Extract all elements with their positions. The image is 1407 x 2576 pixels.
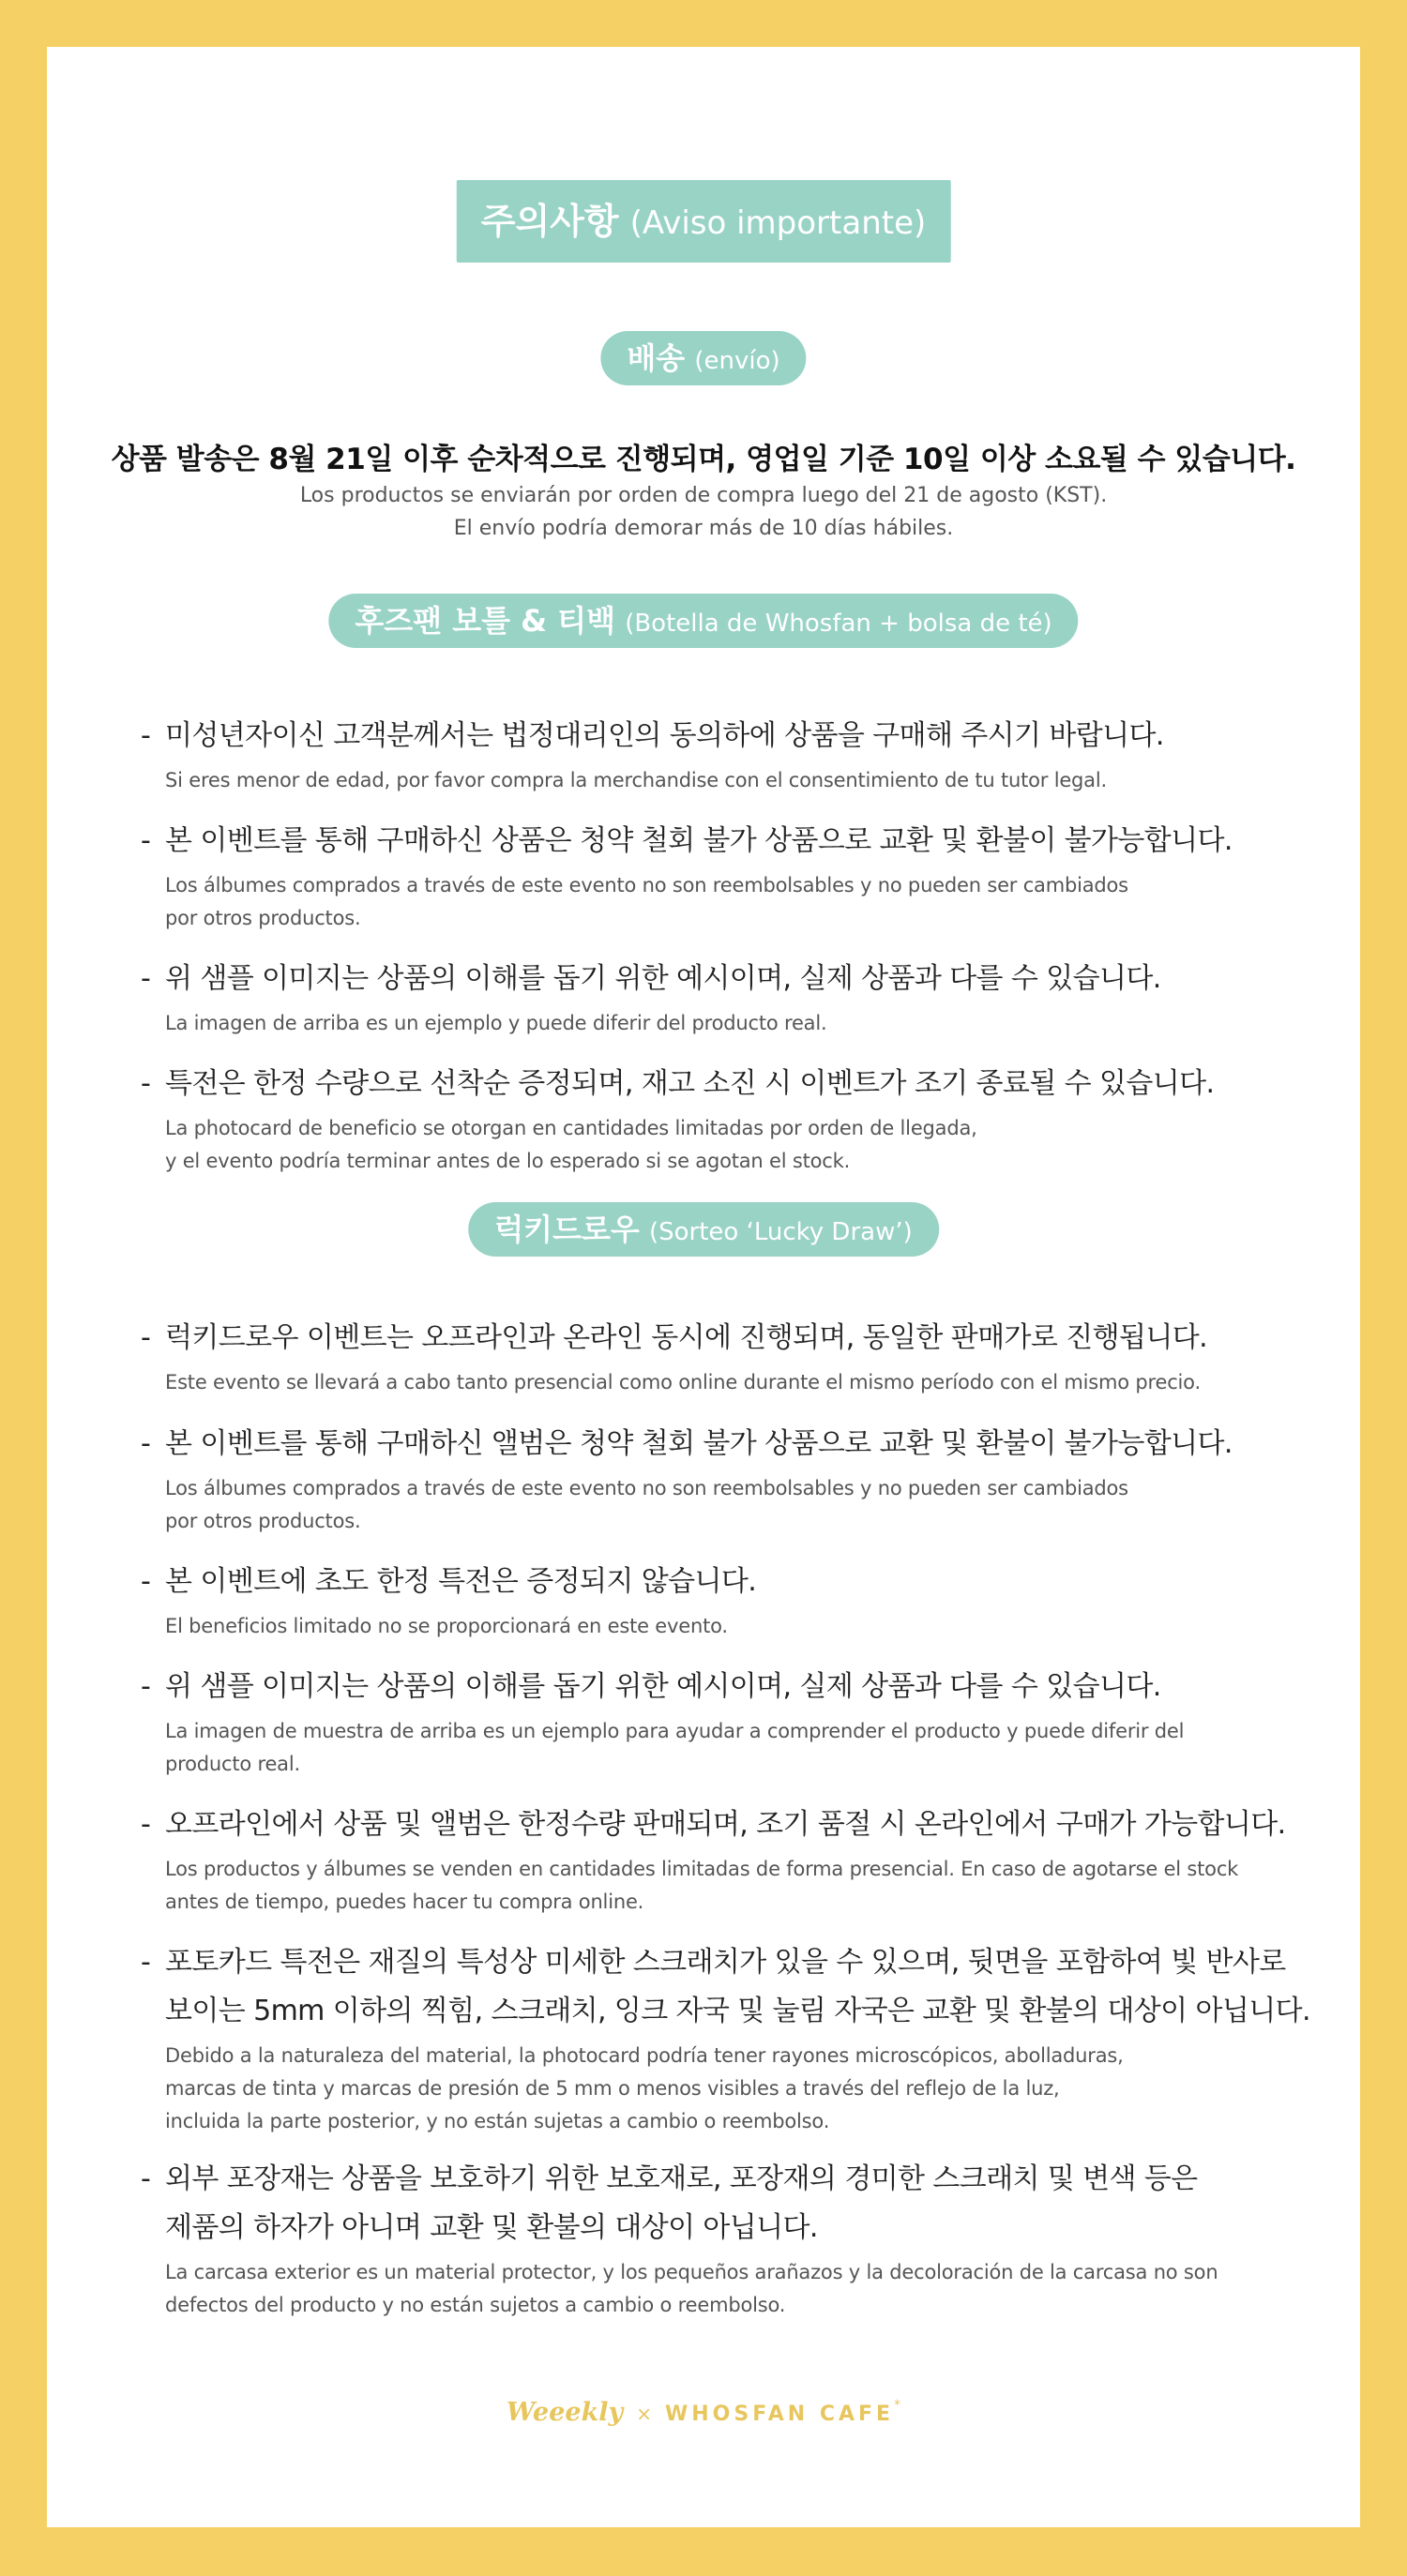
notice-item-es-line: La carcasa exterior es un material protector, y los pequeños arañazos y la decoloración de la carcasa no son — [165, 2261, 1218, 2283]
notice-item-es — [141, 1715, 1313, 1781]
notice-item-es: Si eres menor de edad, por favor compra la merchandise con el consentimiento de tu tutor legal. — [165, 769, 1107, 791]
notice-item-ko: - 오프라인에서 상품 및 앨범은 한정수량 판매되며, 조기 품절 시 온라인에서 구매가 가능합니다. — [141, 1800, 1313, 1849]
notice-item — [141, 1938, 1313, 2138]
bottle-title-es: (Botella de Whosfan + bolsa de té) — [625, 610, 1052, 638]
shipping-title-ko: 배송 — [627, 340, 686, 376]
notice-item — [141, 712, 1313, 797]
notice-item-es — [141, 1112, 1313, 1178]
notice-item-ko-line: 보이는 5mm 이하의 찍힘, 스크래치, 잉크 자국 및 눌림 자국은 교환 및 환불의 대상이 아닙니다. — [165, 1995, 1310, 2027]
notice-card — [47, 47, 1360, 2527]
notice-item — [141, 1060, 1313, 1178]
lucky-draw-section-title — [468, 1202, 939, 1257]
notice-item — [141, 2155, 1313, 2322]
notice-item — [141, 1663, 1313, 1781]
shipping-section-title — [600, 331, 806, 385]
notice-item-es — [141, 2040, 1313, 2138]
notice-item-es-line: Los álbumes comprados a través de este evento no son reembolsables y no pueden ser cambiados — [165, 1477, 1128, 1499]
notice-item-es-line: producto real. — [165, 1753, 300, 1775]
bottle-section-title — [328, 594, 1078, 648]
notice-item-ko-line: 제품의 하자가 아니며 교환 및 환불의 대상이 아닙니다. — [165, 2211, 818, 2244]
weeekly-logo: Weeekly — [506, 2398, 624, 2427]
page-title — [457, 180, 951, 263]
notice-item-es — [141, 1472, 1313, 1538]
notice-item-es-line: marcas de tinta y marcas de presión de 5 mm o menos visibles a través del reflejo de la luz, — [165, 2077, 1060, 2100]
notice-item-ko: - 위 샘플 이미지는 상품의 이해를 돕기 위한 예시이며, 실제 상품과 다를 수 있습니다. — [141, 1663, 1313, 1711]
notice-item-es-line: incluida la parte posterior, y no están sujetas a cambio o reembolso. — [165, 2110, 830, 2132]
notice-item-ko-line: - 포토카드 특전은 재질의 특성상 미세한 스크래치가 있을 수 있으며, 뒷면을 포함하여 빛 반사로 — [165, 1946, 1286, 1979]
notice-item-es: Este evento se llevará a cabo tanto presencial como online durante el mismo período con el mismo precio. — [165, 1371, 1201, 1393]
whosfan-cafe-logo: WHOSFAN CAFE — [665, 2403, 895, 2426]
page-title-ko: 주의사항 — [480, 201, 619, 242]
notice-item-ko-line: - 외부 포장재는 상품을 보호하기 위한 보호재로, 포장재의 경미한 스크래치 및 변색 등은 — [165, 2162, 1198, 2195]
notice-item-es-line: por otros productos. — [165, 907, 361, 929]
notice-item-ko — [141, 1938, 1313, 2036]
notice-item-es-line: Los álbumes comprados a través de este evento no son reembolsables y no pueden ser cambiados — [165, 874, 1128, 896]
notice-item-ko: - 본 이벤트에 초도 한정 특전은 증정되지 않습니다. — [141, 1558, 1313, 1606]
collab-times: × — [636, 2403, 652, 2425]
page-title-es: (Aviso importante) — [629, 204, 927, 242]
notice-item-ko: - 본 이벤트를 통해 구매하신 앨범은 청약 철회 불가 상품으로 교환 및 환불이 불가능합니다. — [141, 1420, 1313, 1469]
lucky-title-es: (Sorteo ‘Lucky Draw’) — [648, 1218, 913, 1246]
notice-item-es-line: Debido a la naturaleza del material, la photocard podría tener rayones microscópicos, abolladuras, — [165, 2044, 1124, 2067]
notice-item — [141, 817, 1313, 935]
notice-item-es-line: La photocard de beneficio se otorgan en cantidades limitadas por orden de llegada, — [165, 1117, 977, 1139]
notice-item-es-line: La imagen de muestra de arriba es un ejemplo para ayudar a comprender el producto y puede diferir del — [165, 1720, 1185, 1742]
shipping-notice-es-line: El envío podría demorar más de 10 días hábiles. — [453, 517, 954, 540]
notice-item-es — [141, 2256, 1313, 2322]
notice-item-ko: - 본 이벤트를 통해 구매하신 상품은 청약 철회 불가 상품으로 교환 및 환불이 불가능합니다. — [141, 817, 1313, 866]
star-icon: * — [894, 2398, 901, 2413]
footer-logos — [47, 2398, 1360, 2427]
shipping-notice-ko: 상품 발송은 8월 21일 이후 순차적으로 진행되며, 영업일 기준 10일 이상 소요될 수 있습니다. — [111, 443, 1296, 476]
notice-item-es-line: antes de tiempo, puedes hacer tu compra online. — [165, 1891, 644, 1913]
notice-item-es — [141, 869, 1313, 935]
notice-item-ko: - 특전은 한정 수량으로 선착순 증정되며, 재고 소진 시 이벤트가 조기 종료될 수 있습니다. — [141, 1060, 1313, 1108]
notice-item-es-line: por otros productos. — [165, 1510, 361, 1532]
lucky-title-ko: 럭키드로우 — [494, 1212, 640, 1247]
notice-item-es-line: defectos del producto y no están sujetos a cambio o reembolso. — [165, 2294, 786, 2316]
notice-item-es-line: Los productos y álbumes se venden en cantidades limitadas de forma presencial. En caso de agotarse el stock — [165, 1858, 1239, 1880]
notice-item-es — [141, 1853, 1313, 1919]
notice-item — [141, 1800, 1313, 1919]
notice-item-ko: - 럭키드로우 이벤트는 오프라인과 온라인 동시에 진행되며, 동일한 판매가로 진행됩니다. — [141, 1314, 1313, 1363]
bottle-title-ko: 후즈팬 보틀 & 티백 — [355, 603, 616, 639]
notice-item-ko — [141, 2155, 1313, 2252]
notice-item-es: El beneficios limitado no se proporcionará en este evento. — [165, 1615, 728, 1637]
shipping-title-es: (envío) — [694, 347, 780, 375]
notice-item-es-line: y el evento podría terminar antes de lo esperado si se agotan el stock. — [165, 1150, 851, 1172]
notice-item-ko: - 미성년자이신 고객분께서는 법정대리인의 동의하에 상품을 구매해 주시기 바랍니다. — [141, 712, 1313, 761]
notice-item-es: La imagen de arriba es un ejemplo y puede diferir del producto real. — [165, 1012, 827, 1034]
notice-item-ko: - 위 샘플 이미지는 상품의 이해를 돕기 위한 예시이며, 실제 상품과 다를 수 있습니다. — [141, 955, 1313, 1003]
notice-item — [141, 955, 1313, 1040]
notice-item — [141, 1314, 1313, 1399]
shipping-notice-es-line: Los productos se enviarán por orden de compra luego del 21 de agosto (KST). — [299, 484, 1108, 507]
notice-item — [141, 1558, 1313, 1643]
notice-item — [141, 1420, 1313, 1538]
